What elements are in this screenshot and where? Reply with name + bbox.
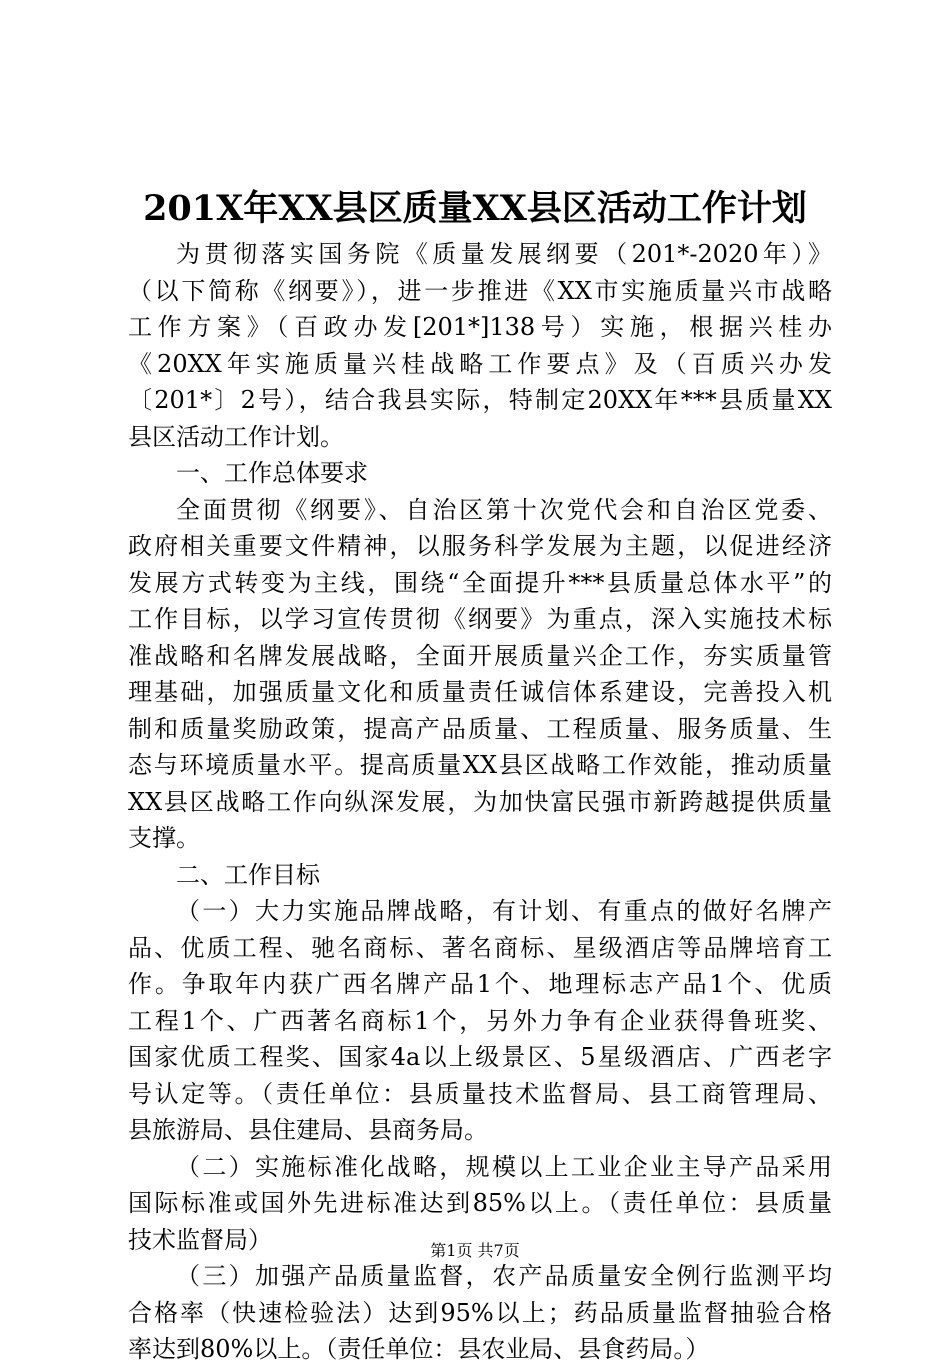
page-footer: 第1页 共7页 <box>430 1241 520 1260</box>
paragraph-line: 率达到80%以上。（责任单位：县农业局、县食药局。） <box>128 1335 710 1363</box>
paragraph-line: 全面贯彻《纲要》、自治区第十次党代会和自治区党委、 <box>176 495 832 524</box>
paragraph-line: 工程1个、广西著名商标1个，另外力争有企业获得鲁班奖、 <box>128 1006 832 1035</box>
section-heading: 二、工作目标 <box>176 860 320 889</box>
section-heading: 一、工作总体要求 <box>176 459 368 487</box>
paragraph-line: 技术监督局） <box>128 1225 272 1254</box>
paragraph-line: 号认定等。（责任单位：县质量技术监督局、县工商管理局、 <box>128 1079 832 1108</box>
paragraph-line: 合格率（快速检验法）达到95%以上；药品质量监督抽验合格 <box>128 1298 832 1327</box>
paragraph-line: 为贯彻落实国务院《质量发展纲要（201*-2020年）》 <box>176 240 832 268</box>
paragraph-line: 县区活动工作计划。 <box>128 422 344 451</box>
paragraph-line: （三）加强产品质量监督，农产品质量安全例行监测平均 <box>176 1262 832 1290</box>
paragraph-line: 国际标准或国外先进标准达到85%以上。（责任单位：县质量 <box>128 1189 832 1217</box>
paragraph-line: 〔201*〕2号），结合我县实际，特制定20XX年***县质量XX <box>128 386 832 414</box>
paragraph-line: 制和质量奖励政策，提高产品质量、工程质量、服务质量、生 <box>128 714 832 743</box>
paragraph-line: （一）大力实施品牌战略，有计划、有重点的做好名牌产 <box>176 897 832 925</box>
paragraph-line: 准战略和名牌发展战略，全面开展质量兴企工作，夯实质量管 <box>128 641 832 670</box>
paragraph-line: 工作方案》（百政办发[201*]138号）实施，根据兴桂办 <box>128 313 832 341</box>
document-title: 201X年XX县区质量XX县区活动工作计划 <box>143 188 807 229</box>
paragraph-line: XX县区战略工作向纵深发展，为加快富民强市新跨越提供质量 <box>128 787 832 816</box>
paragraph-line: 国家优质工程奖、国家4a以上级景区、5星级酒店、广西老字 <box>128 1043 832 1071</box>
paragraph-line: 《20XX年实施质量兴桂战略工作要点》及（百质兴办发 <box>128 349 832 378</box>
paragraph-line: （以下简称《纲要》），进一步推进《XX市实施质量兴市战略 <box>128 276 832 305</box>
paragraph-line: 作。争取年内获广西名牌产品1个、地理标志产品1个、优质 <box>128 970 832 998</box>
paragraph-line: 政府相关重要文件精神，以服务科学发展为主题，以促进经济 <box>128 532 832 560</box>
paragraph-line: 理基础，加强质量文化和质量责任诚信体系建设，完善投入机 <box>128 678 832 706</box>
paragraph-line: 品、优质工程、驰名商标、著名商标、星级酒店等品牌培育工 <box>128 933 832 962</box>
paragraph-line: 支撑。 <box>128 824 200 852</box>
paragraph-line: 发展方式转变为主线，围绕“全面提升***县质量总体水平”的 <box>128 568 832 597</box>
document-body <box>128 236 832 1368</box>
paragraph-line: 态与环境质量水平。提高质量XX县区战略工作效能，推动质量 <box>128 751 832 779</box>
paragraph-line: （二）实施标准化战略，规模以上工业企业主导产品采用 <box>176 1152 832 1181</box>
paragraph-line: 工作目标，以学习宣传贯彻《纲要》为重点，深入实施技术标 <box>128 605 832 633</box>
paragraph-line: 县旅游局、县住建局、县商务局。 <box>128 1116 488 1144</box>
